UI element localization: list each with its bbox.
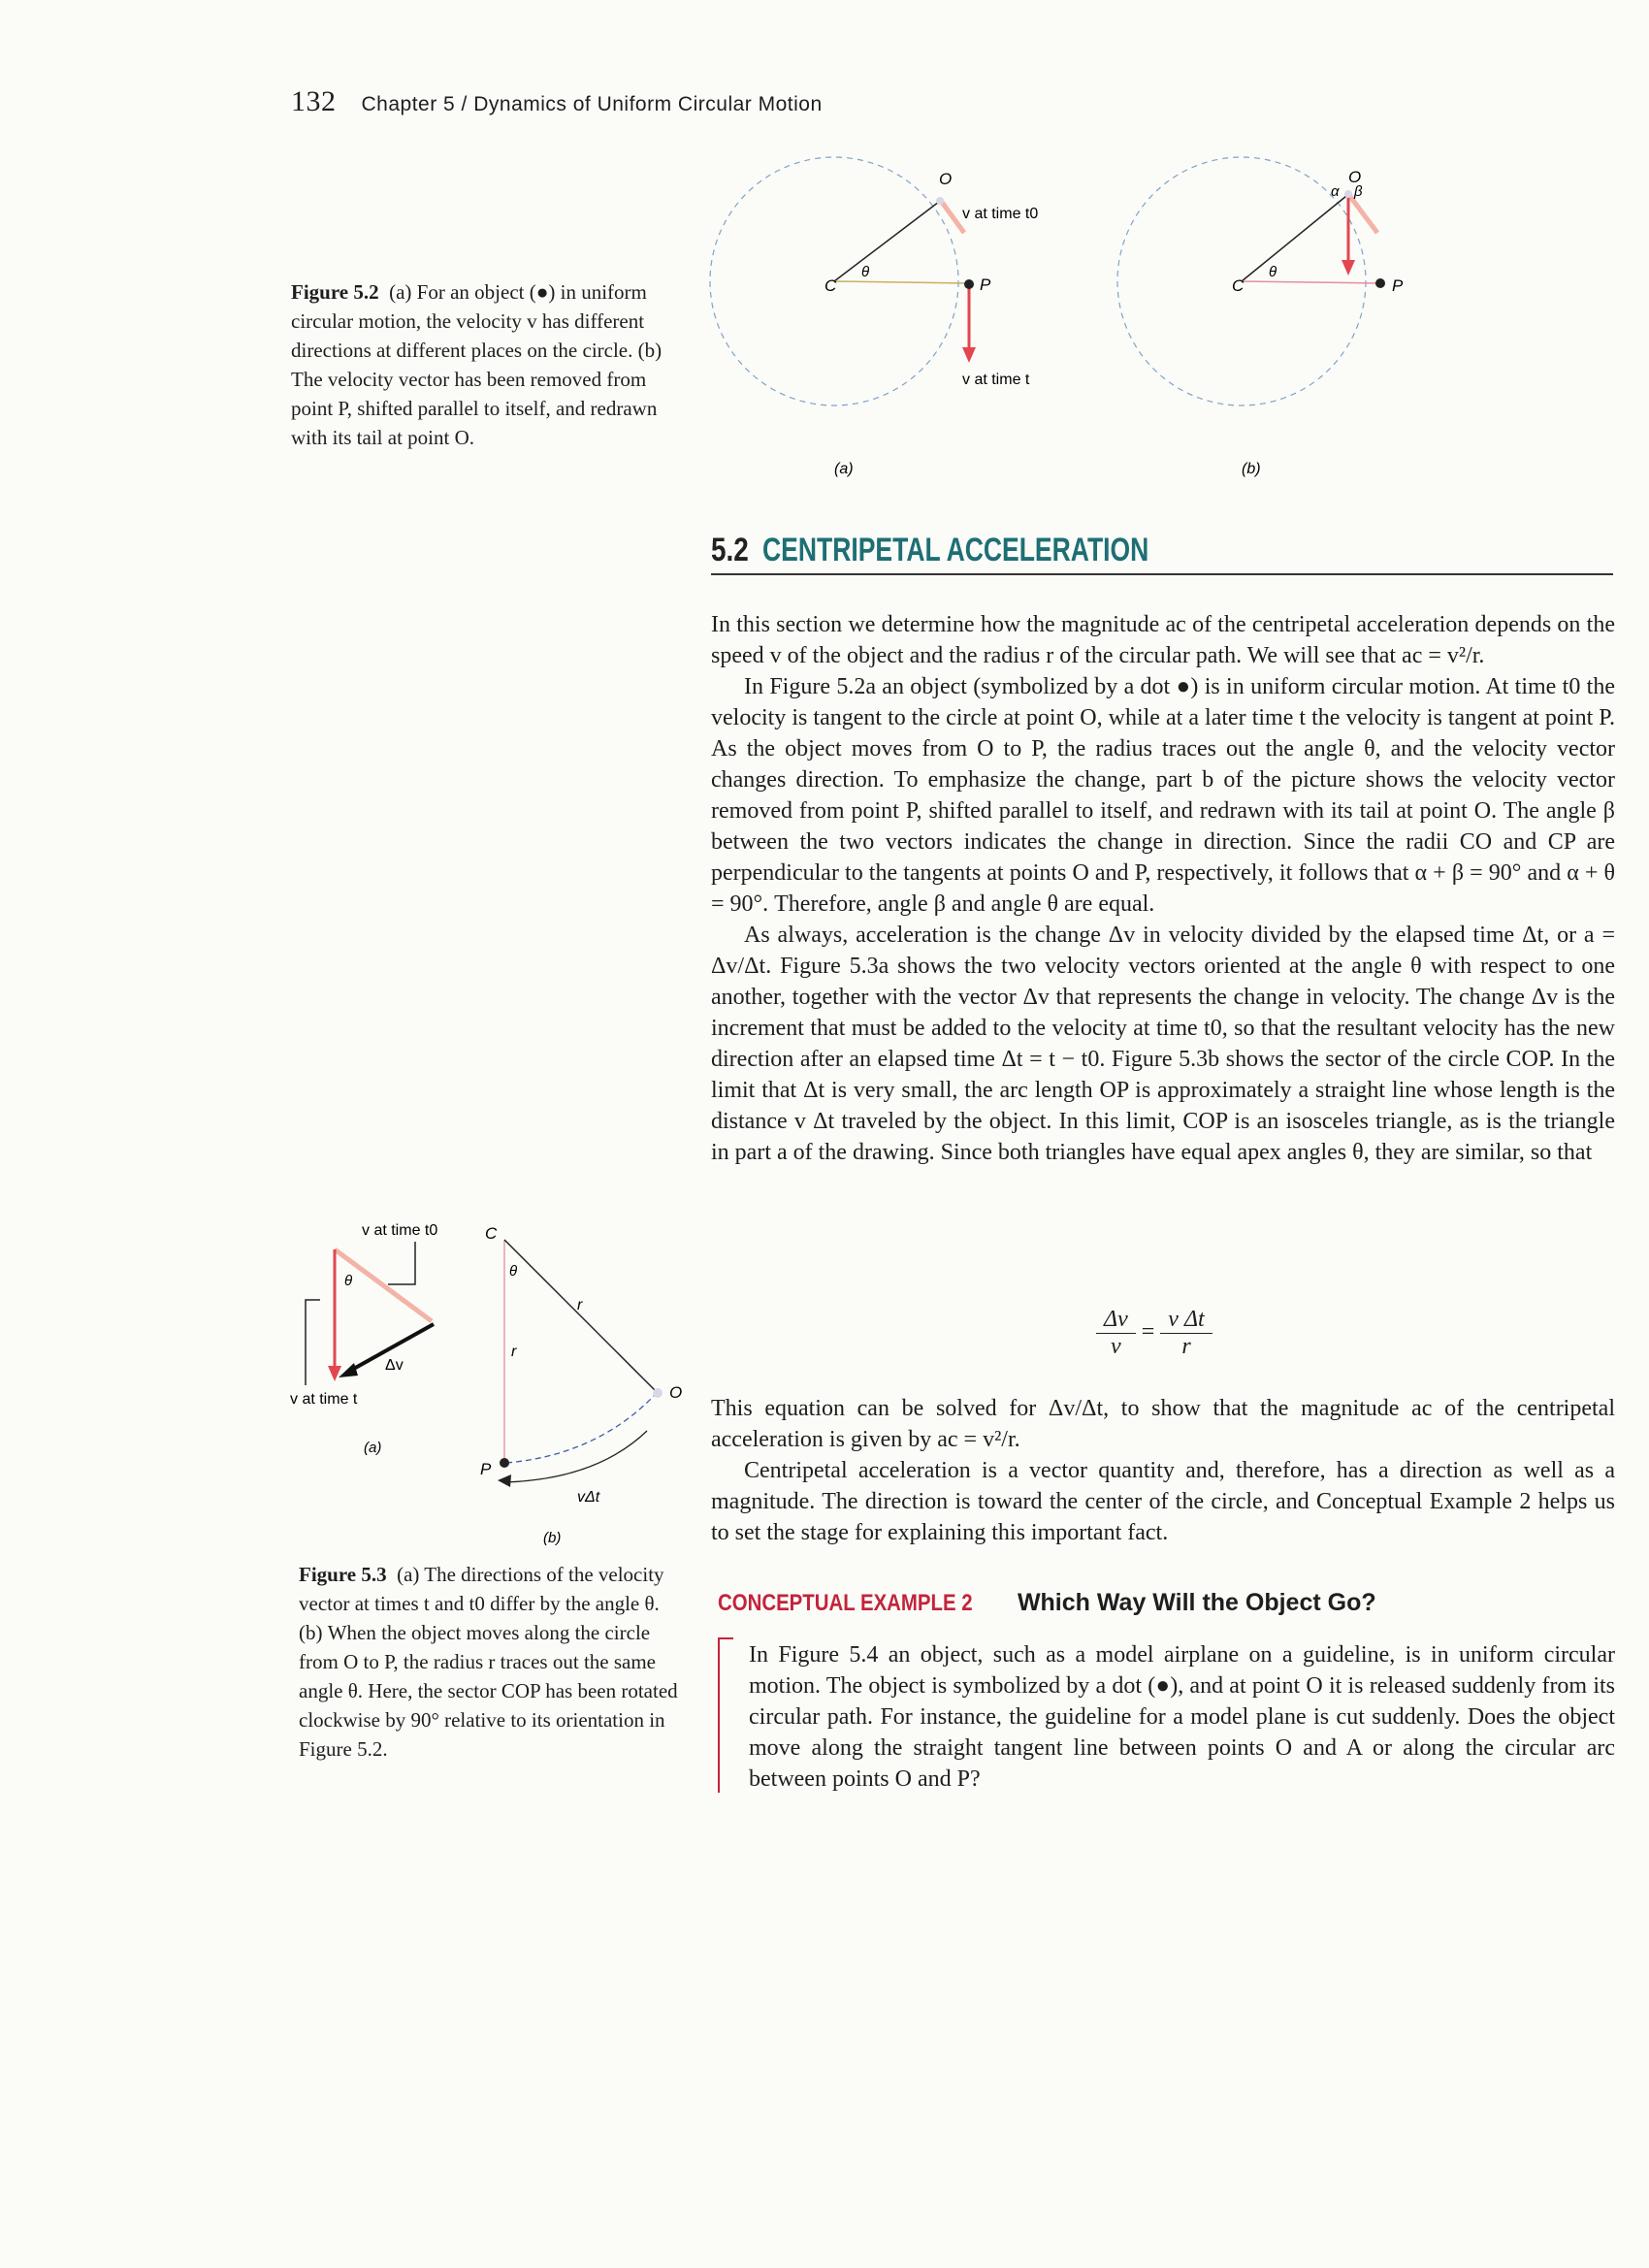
body-paragraph: Centripetal acceleration is a vector quantity and, therefore, has a direction as well as a magnitude. The direction is toward the center of the circle, and Conceptual Example 2 helps us to set the stage for explaining this important fact. (711, 1458, 1615, 1545)
figure-5-2-caption-text: (a) For an object (●) in uniform circular motion, the velocity v has different directions at different places on the circle. (b) The velocity vector has been removed from point P, shifted parallel to itself, and redrawn with its tail at point O. (291, 280, 663, 449)
label-part-a: (a) (834, 461, 854, 477)
equation-similar-triangles (1096, 1307, 1212, 1360)
label-p-b: P (1392, 276, 1404, 295)
point-o-marker-3b (653, 1388, 663, 1398)
figure-5-3b (480, 1224, 682, 1546)
label-part-3b: (b) (543, 1530, 562, 1546)
body-paragraph: In this section we determine how the magnitude ac of the centripetal acceleration depends on the speed v of the object and the radius r of the circular path. We will see that ac = v²/r. (711, 612, 1615, 668)
conceptual-example-question: Which Way Will the Object Go? (1017, 1589, 1376, 1616)
radius-cp-a (834, 281, 968, 283)
conceptual-example-rule (718, 1637, 720, 1793)
body-text (711, 609, 1615, 1168)
label-c-3b: C (485, 1224, 498, 1243)
equation-lhs (1096, 1307, 1136, 1360)
label-c-a: C (824, 276, 837, 295)
label-part-3a: (a) (364, 1440, 382, 1456)
equation-equals: = (1141, 1319, 1155, 1345)
conceptual-example-text: In Figure 5.4 an object, such as a model airplane on a guideline, is in uniform circular motion. The object is symbolized by a dot (●), and at point O it is released suddenly from its circular path. For instance, the guideline for a model plane is cut suddenly. Does the object move along the straight tangent line between points O and A or along the circular arc between points O and P? (749, 1642, 1615, 1792)
label-arc-vdt: vΔt (577, 1489, 600, 1506)
label-r-left: r (511, 1344, 517, 1360)
object-dot-b (1375, 278, 1385, 288)
label-theta-a: θ (861, 264, 870, 280)
figure-5-3a (290, 1222, 437, 1456)
label-part-b: (b) (1242, 461, 1261, 477)
bracket-t (306, 1300, 320, 1385)
equation-lhs-numerator: Δv (1096, 1307, 1136, 1334)
velocity-t0-b (1348, 194, 1377, 233)
figure-5-2-label: Figure 5.2 (291, 280, 379, 304)
figure-5-2b (1117, 157, 1404, 477)
arc-arrowhead (498, 1474, 511, 1487)
figure-5-3-label: Figure 5.3 (299, 1563, 387, 1586)
label-c-b: C (1232, 276, 1245, 295)
radius-co-3b (504, 1240, 657, 1392)
label-beta-b: β (1354, 183, 1363, 200)
body-paragraph: As always, acceleration is the change Δv in velocity divided by the elapsed time Δt, or a = Δv/Δt. Figure 5.3a shows the two velocity vectors oriented at the angle θ with respect to one another, together with the vector Δv that represents the change in velocity. The change Δv is the increment that must be added to the velocity at time t0, so that the resultant velocity has the new direction after an elapsed time Δt = t − t0. Figure 5.3b shows the sector of the circle COP. In the limit that Δt is very small, the arc length OP is approximately a straight line whose length is the distance v Δt traveled by the object. In this limit, COP is an isosceles triangle, as is the triangle in part a of the drawing. Since both triangles have equal apex angles θ, they are similar, so that (711, 923, 1615, 1165)
arc-arrow (504, 1431, 647, 1482)
running-head (291, 85, 823, 118)
label-p-a: P (980, 275, 991, 294)
object-dot-a (964, 279, 974, 289)
label-v-t0-3a: v at time t0 (362, 1222, 438, 1239)
label-p-3b: P (480, 1460, 492, 1478)
velocity-t-3a-arrowhead (328, 1366, 341, 1381)
section-title: CENTRIPETAL ACCELERATION (762, 532, 1149, 568)
section-heading (711, 532, 1613, 575)
label-v-t0-a: v at time t0 (962, 206, 1039, 222)
figure-5-2a (710, 157, 1038, 477)
label-alpha-b: α (1331, 183, 1340, 200)
figure-5-2-caption (291, 277, 679, 452)
equation-rhs-numerator: v Δt (1160, 1307, 1212, 1334)
point-o-marker-b (1344, 190, 1352, 198)
body-paragraph: This equation can be solved for Δv/Δt, to show that the magnitude ac of the centripetal acceleration is given by ac = v²/r. (711, 1396, 1615, 1452)
point-o-marker-a (936, 197, 944, 205)
label-delta-v: Δv (385, 1357, 404, 1374)
page-number: 132 (291, 85, 337, 117)
bracket-t0 (388, 1242, 415, 1284)
label-theta-3a: θ (344, 1273, 353, 1289)
radius-cp-b (1242, 281, 1380, 283)
radius-co-a (834, 202, 939, 281)
label-theta-b: θ (1269, 264, 1277, 280)
body-paragraph: In Figure 5.2a an object (symbolized by a dot ●) is in uniform circular motion. At time t0 the velocity is tangent to the circle at point O, while at a later time t the velocity is tangent at point P. As the object moves from O to P, the radius traces out the angle θ, and the velocity vector changes direction. To emphasize the change, part b of the picture shows the velocity vector removed from point P, shifted parallel to itself, and redrawn with its tail at point O. The angle β between the two vectors indicates the change in direction. Since the radii CO and CP are perpendicular to the tangents at points O and P, respectively, it follows that α + β = 90° and α + θ = 90°. Therefore, angle β and angle θ are equal. (711, 674, 1615, 917)
label-v-t-a: v at time t (962, 372, 1030, 388)
equation-lhs-denominator: v (1111, 1334, 1121, 1359)
chapter-title: Chapter 5 / Dynamics of Uniform Circular Motion (361, 93, 823, 115)
figure-5-3-caption (299, 1560, 687, 1764)
label-o-3b: O (669, 1383, 683, 1402)
equation-rhs (1160, 1307, 1212, 1360)
velocity-t-b-arrowhead (1342, 260, 1355, 275)
body-text-continued (711, 1393, 1615, 1548)
arc-op (506, 1395, 655, 1463)
velocity-t0-a (941, 201, 964, 233)
figure-5-3-caption-text: (a) The directions of the velocity vector at times t and t0 differ by the angle θ. (b) When the object moves along the circle from O to P, the radius r traces out the same angle θ. Here, the sector COP has been rotated clockwise by 90° relative to its orientation in Figure 5.2. (299, 1563, 678, 1761)
conceptual-example-label: CONCEPTUAL EXAMPLE 2 (718, 1590, 973, 1616)
conceptual-example-heading (718, 1589, 1376, 1617)
radius-co-b (1242, 196, 1346, 281)
object-dot-p-3b (500, 1458, 509, 1468)
label-o-b: O (1348, 168, 1362, 186)
delta-v-arrowhead (339, 1363, 358, 1377)
equation-rhs-denominator: r (1181, 1334, 1191, 1359)
conceptual-example-rule-top (718, 1637, 733, 1639)
section-number: 5.2 (711, 532, 749, 568)
velocity-t-arrowhead (962, 347, 976, 363)
label-r-right: r (577, 1297, 583, 1313)
figure-5-3-diagram (286, 1213, 694, 1552)
label-v-t-3a: v at time t (290, 1391, 358, 1408)
label-theta-3b: θ (509, 1263, 518, 1280)
label-o-a: O (939, 170, 953, 188)
figure-5-2-diagram (698, 146, 1416, 495)
